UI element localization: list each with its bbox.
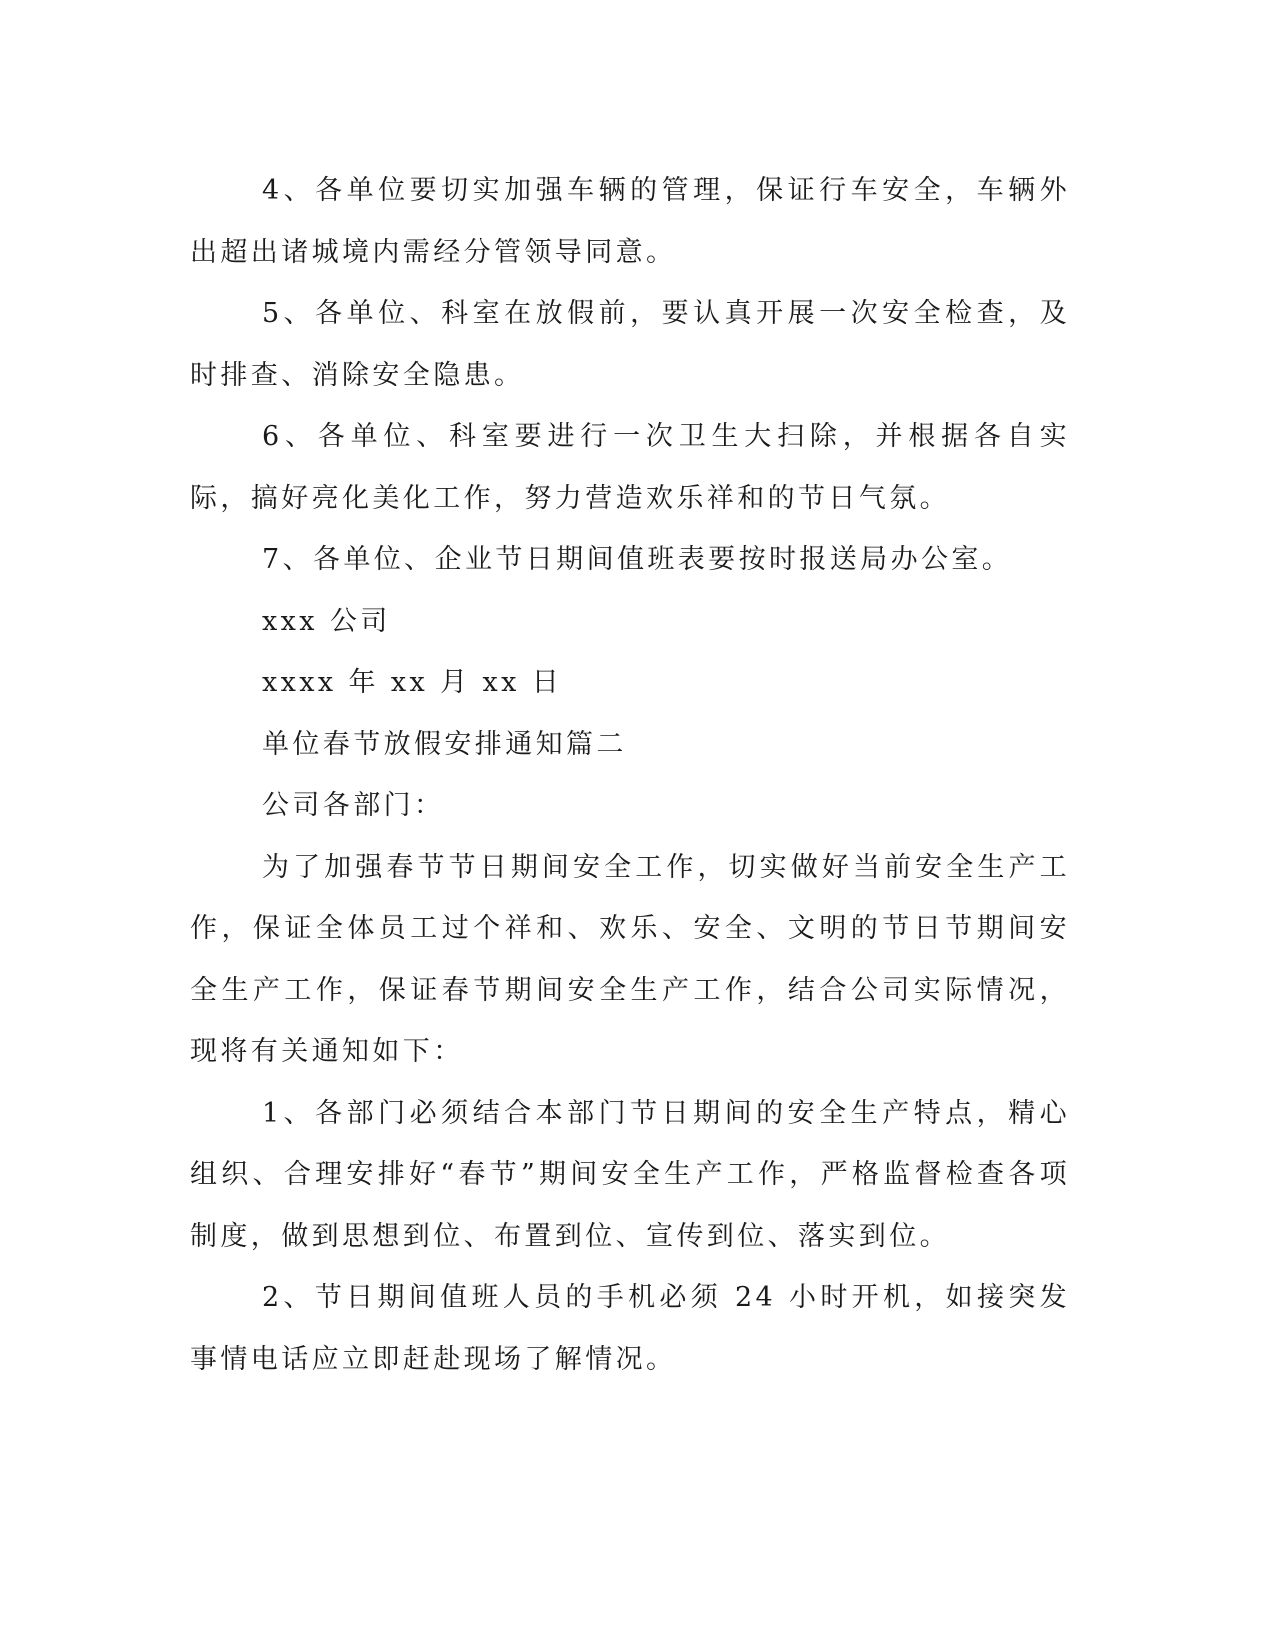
paragraph-vehicle-management: 4、各单位要切实加强车辆的管理，保证行车安全，车辆外出超出诸城境内需经分管领导同意。 <box>190 175 1070 268</box>
signature-date: xxxx 年 xx 月 xx 日 <box>262 667 563 698</box>
salutation: 公司各部门： <box>262 790 445 821</box>
paragraph-item-2: 2、节日期间值班人员的手机必须 24 小时开机，如接突发事情电话应立即赶赴现场了解情况。 <box>190 1282 1070 1375</box>
paragraph-item-1: 1、各部门必须结合本部门节日期间的安全生产特点，精心组织、合理安排好“春节”期间安全生产工作，严格监督检查各项制度，做到思想到位、布置到位、宣传到位、落实到位。 <box>190 1097 1070 1252</box>
document-body <box>190 160 1070 1390</box>
paragraph-intro: 为了加强春节节日期间安全工作，切实做好当前安全生产工作，保证全体员工过个祥和、欢乐、安全、文明的节日节期间安全生产工作，保证春节期间安全生产工作，结合公司实际情况，现将有关通知如下： <box>190 851 1070 1067</box>
paragraph-safety-inspection: 5、各单位、科室在放假前，要认真开展一次安全检查，及时排查、消除安全隐患。 <box>190 298 1070 391</box>
section-heading: 单位春节放假安排通知篇二 <box>262 728 627 760</box>
paragraph-duty-roster: 7、各单位、企业节日期间值班表要按时报送局办公室。 <box>262 544 1013 575</box>
signature-company: xxx 公司 <box>262 605 391 637</box>
paragraph-cleaning: 6、各单位、科室要进行一次卫生大扫除，并根据各自实际，搞好亮化美化工作，努力营造欢乐祥和的节日气氛。 <box>190 421 1070 514</box>
